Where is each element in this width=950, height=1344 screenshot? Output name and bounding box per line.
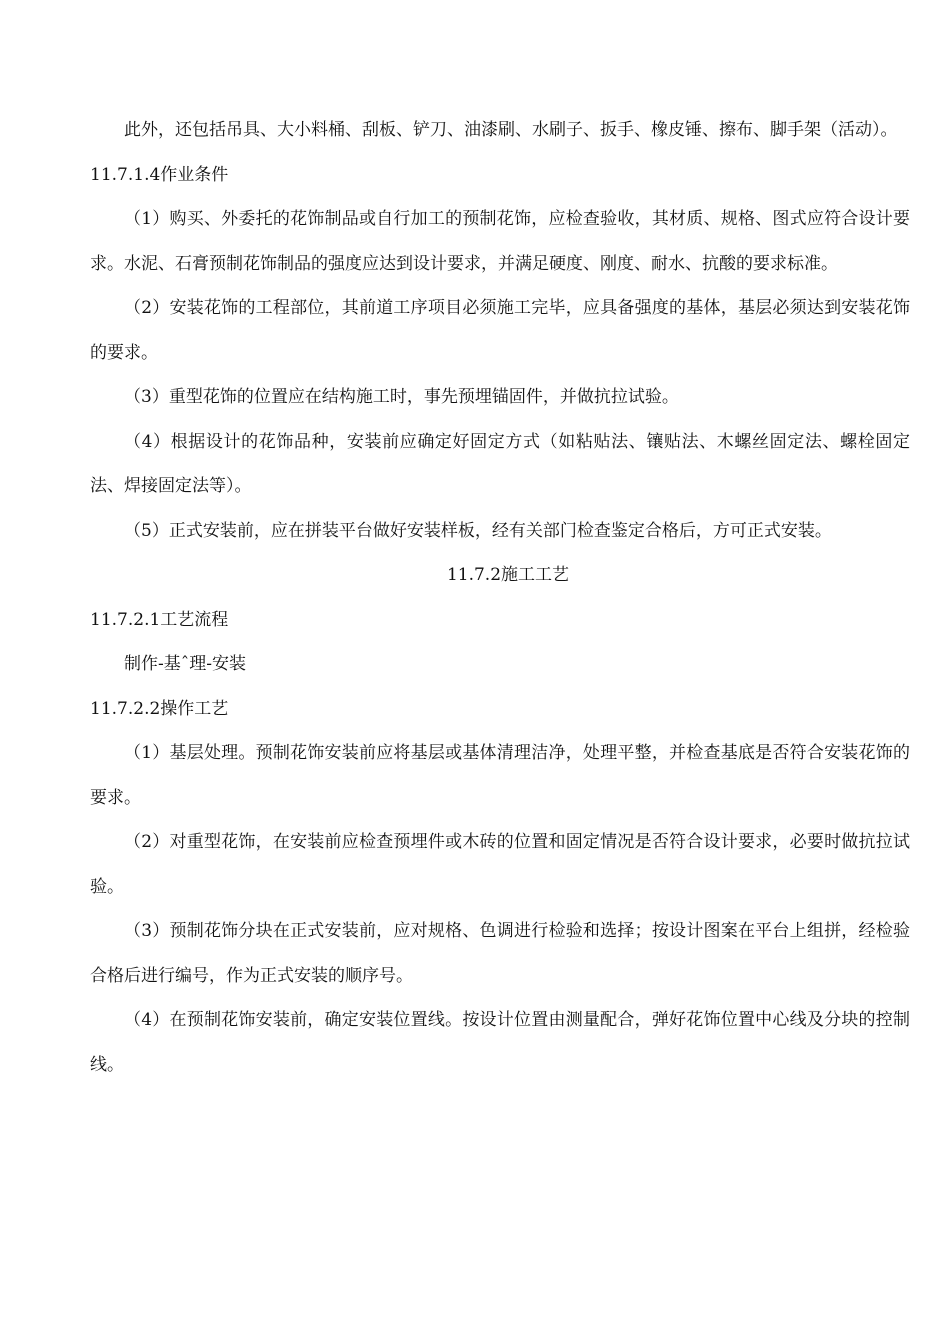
section-heading-operation-process: 11.7.2.2操作工艺 bbox=[90, 698, 229, 719]
document-body bbox=[90, 108, 910, 1087]
section-title-construction-process: 11.7.2施工工艺 bbox=[446, 565, 570, 585]
paragraph-condition-2: （2）安装花饰的工程部位，其前道工序项目必须施工完毕，应具备强度的基体，基层必须达到安装花饰的要求。 bbox=[90, 298, 910, 363]
paragraph-condition-3: （3）重型花饰的位置应在结构施工时，事先预埋锚固件，并做抗拉试验。 bbox=[124, 387, 679, 407]
paragraph-tools: 此外，还包括吊具、大小料桶、刮板、铲刀、油漆刷、水刷子、扳手、橡皮锤、擦布、脚手架（活动）。 bbox=[124, 120, 898, 140]
paragraph-operation-1: （1）基层处理。预制花饰安装前应将基层或基体清理洁净，处理平整，并检查基底是否符合安装花饰的要求。 bbox=[90, 743, 910, 808]
paragraph-operation-3: （3）预制花饰分块在正式安装前，应对规格、色调进行检验和选择；按设计图案在平台上组拼，经检验合格后进行编号，作为正式安装的顺序号。 bbox=[90, 921, 910, 986]
paragraph-condition-4: （4）根据设计的花饰品种，安装前应确定好固定方式（如粘贴法、镶贴法、木螺丝固定法、螺栓固定法、焊接固定法等）。 bbox=[90, 431, 910, 496]
paragraph-condition-5: （5）正式安装前，应在拼装平台做好安装样板，经有关部门检查鉴定合格后，方可正式安装。 bbox=[124, 520, 832, 541]
section-heading-process-flow: 11.7.2.1工艺流程 bbox=[90, 609, 229, 630]
paragraph-operation-2: （2）对重型花饰，在安装前应检查预埋件或木砖的位置和固定情况是否符合设计要求，必要时做抗拉试验。 bbox=[90, 832, 910, 897]
paragraph-condition-1: （1）购买、外委托的花饰制品或自行加工的预制花饰，应检查验收，其材质、规格、图式应符合设计要求。水泥、石膏预制花饰制品的强度应达到设计要求，并满足硬度、刚度、耐水、抗酸的要求标准。 bbox=[90, 209, 910, 274]
section-heading-work-conditions: 11.7.1.4作业条件 bbox=[90, 164, 229, 185]
paragraph-process-flow: 制作-基ˆ理-安装 bbox=[124, 654, 246, 674]
paragraph-operation-4: （4）在预制花饰安装前，确定安装位置线。按设计位置由测量配合，弹好花饰位置中心线及分块的控制线。 bbox=[90, 1010, 910, 1075]
